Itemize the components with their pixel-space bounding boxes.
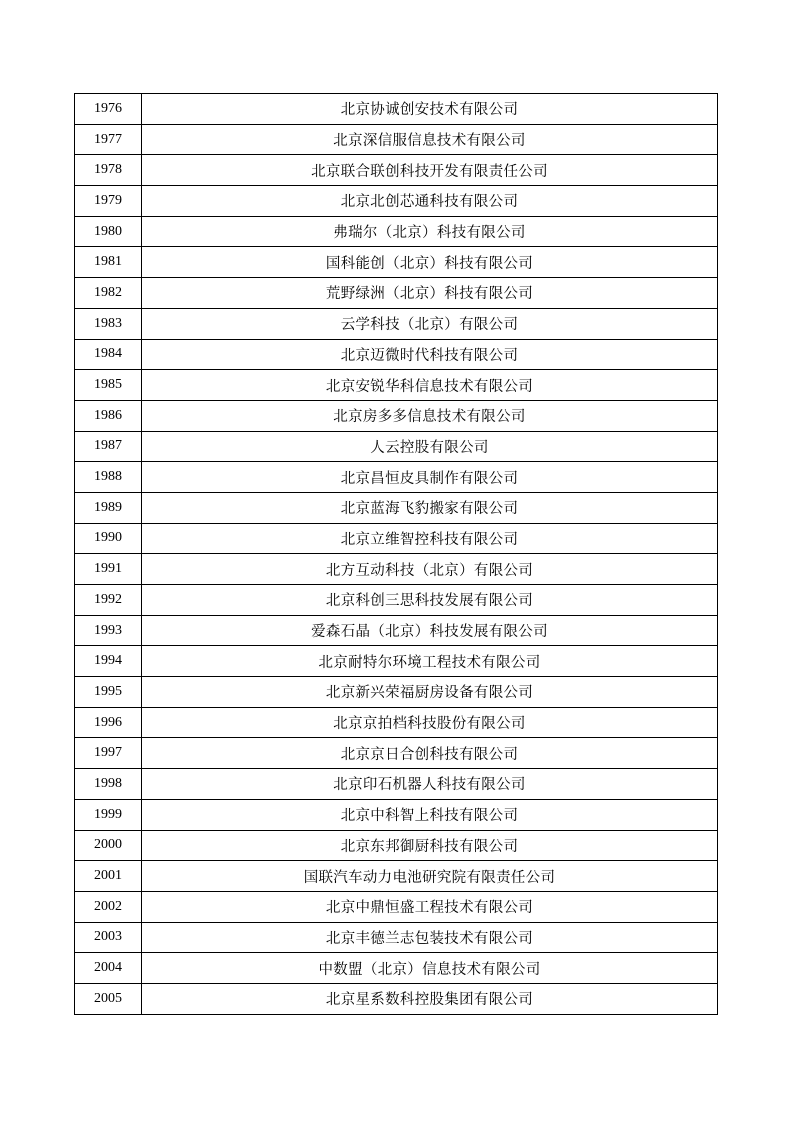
company-name-cell: 北京星系数科控股集团有限公司 [142, 983, 718, 1014]
company-name-cell: 北京安锐华科信息技术有限公司 [142, 370, 718, 401]
table-row [75, 891, 718, 922]
company-list-table [74, 93, 718, 1015]
table-row [75, 400, 718, 431]
table-row [75, 615, 718, 646]
company-name-cell: 爱森石晶（北京）科技发展有限公司 [142, 615, 718, 646]
row-number-cell: 1997 [75, 738, 142, 769]
row-number-cell: 1981 [75, 247, 142, 278]
row-number-cell: 1996 [75, 707, 142, 738]
table-row [75, 554, 718, 585]
company-name-cell: 北京立维智控科技有限公司 [142, 523, 718, 554]
company-name-cell: 北京丰德兰志包装技术有限公司 [142, 922, 718, 953]
row-number-cell: 1979 [75, 186, 142, 217]
table-row [75, 339, 718, 370]
row-number-cell: 1977 [75, 124, 142, 155]
row-number-cell: 1999 [75, 799, 142, 830]
company-list-body [75, 94, 718, 1015]
row-number-cell: 1978 [75, 155, 142, 186]
row-number-cell: 1992 [75, 585, 142, 616]
company-name-cell: 北京北创芯通科技有限公司 [142, 186, 718, 217]
row-number-cell: 2002 [75, 891, 142, 922]
table-row [75, 738, 718, 769]
table-row [75, 94, 718, 125]
table-row [75, 492, 718, 523]
row-number-cell: 1976 [75, 94, 142, 125]
row-number-cell: 1995 [75, 677, 142, 708]
company-name-cell: 北京东邦御厨科技有限公司 [142, 830, 718, 861]
row-number-cell: 2000 [75, 830, 142, 861]
company-name-cell: 北京中科智上科技有限公司 [142, 799, 718, 830]
company-name-cell: 北京迈微时代科技有限公司 [142, 339, 718, 370]
company-name-cell: 北京蓝海飞豹搬家有限公司 [142, 492, 718, 523]
table-row [75, 585, 718, 616]
row-number-cell: 1990 [75, 523, 142, 554]
table-row [75, 646, 718, 677]
row-number-cell: 1987 [75, 431, 142, 462]
table-row [75, 431, 718, 462]
row-number-cell: 1989 [75, 492, 142, 523]
row-number-cell: 1985 [75, 370, 142, 401]
company-name-cell: 北京协诚创安技术有限公司 [142, 94, 718, 125]
row-number-cell: 1984 [75, 339, 142, 370]
row-number-cell: 1982 [75, 278, 142, 309]
row-number-cell: 2004 [75, 953, 142, 984]
company-name-cell: 北京耐特尔环境工程技术有限公司 [142, 646, 718, 677]
row-number-cell: 1980 [75, 216, 142, 247]
row-number-cell: 2005 [75, 983, 142, 1014]
table-row [75, 186, 718, 217]
company-name-cell: 国联汽车动力电池研究院有限责任公司 [142, 861, 718, 892]
company-name-cell: 北京新兴荣福厨房设备有限公司 [142, 677, 718, 708]
company-name-cell: 北京昌恒皮具制作有限公司 [142, 462, 718, 493]
company-name-cell: 北京印石机器人科技有限公司 [142, 769, 718, 800]
table-row [75, 523, 718, 554]
company-name-cell: 北京房多多信息技术有限公司 [142, 400, 718, 431]
row-number-cell: 2001 [75, 861, 142, 892]
row-number-cell: 1994 [75, 646, 142, 677]
row-number-cell: 1986 [75, 400, 142, 431]
row-number-cell: 2003 [75, 922, 142, 953]
company-name-cell: 北方互动科技（北京）有限公司 [142, 554, 718, 585]
table-row [75, 861, 718, 892]
row-number-cell: 1988 [75, 462, 142, 493]
company-name-cell: 北京中鼎恒盛工程技术有限公司 [142, 891, 718, 922]
table-row [75, 247, 718, 278]
table-row [75, 216, 718, 247]
table-row [75, 922, 718, 953]
table-row [75, 462, 718, 493]
company-name-cell: 云学科技（北京）有限公司 [142, 308, 718, 339]
company-name-cell: 北京京日合创科技有限公司 [142, 738, 718, 769]
company-name-cell: 荒野绿洲（北京）科技有限公司 [142, 278, 718, 309]
table-row [75, 769, 718, 800]
table-row [75, 799, 718, 830]
table-row [75, 830, 718, 861]
table-row [75, 308, 718, 339]
table-row [75, 953, 718, 984]
company-name-cell: 北京京拍档科技股份有限公司 [142, 707, 718, 738]
company-name-cell: 中数盟（北京）信息技术有限公司 [142, 953, 718, 984]
company-name-cell: 北京科创三思科技发展有限公司 [142, 585, 718, 616]
company-name-cell: 国科能创（北京）科技有限公司 [142, 247, 718, 278]
table-row [75, 370, 718, 401]
table-row [75, 278, 718, 309]
table-row [75, 677, 718, 708]
table-row [75, 983, 718, 1014]
table-row [75, 124, 718, 155]
table-row [75, 707, 718, 738]
row-number-cell: 1998 [75, 769, 142, 800]
company-name-cell: 北京深信服信息技术有限公司 [142, 124, 718, 155]
company-name-cell: 人云控股有限公司 [142, 431, 718, 462]
table-row [75, 155, 718, 186]
company-name-cell: 北京联合联创科技开发有限责任公司 [142, 155, 718, 186]
row-number-cell: 1993 [75, 615, 142, 646]
row-number-cell: 1991 [75, 554, 142, 585]
company-name-cell: 弗瑞尔（北京）科技有限公司 [142, 216, 718, 247]
row-number-cell: 1983 [75, 308, 142, 339]
